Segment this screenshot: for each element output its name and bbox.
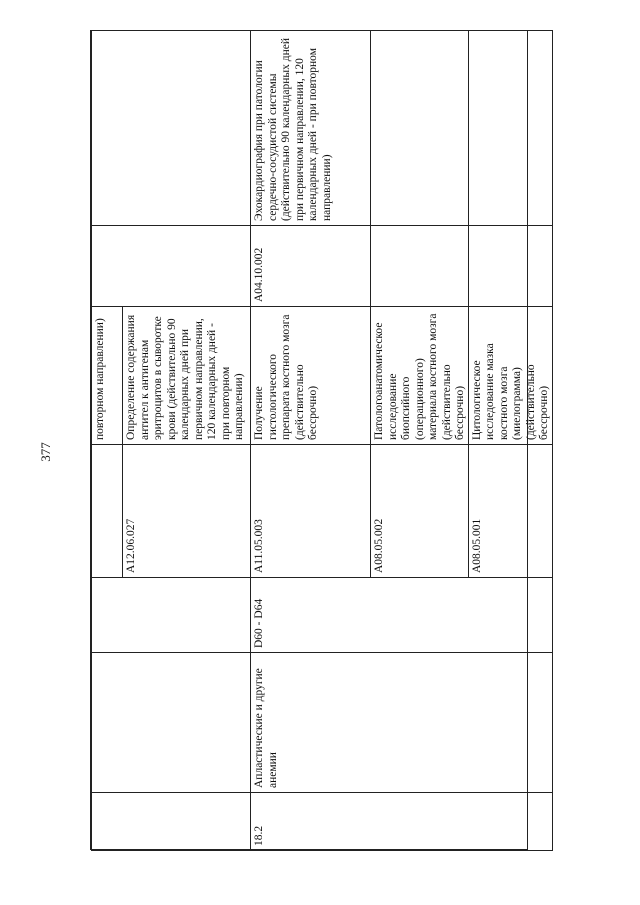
cell-disease [92, 653, 123, 793]
cell-icd [92, 578, 123, 653]
services-table [91, 30, 553, 851]
cell-name: Получение гистологического препарата костного мозга (действительно бессрочно) [251, 307, 371, 445]
cell-name: Цитологическое исследование мазка костного мозга (миелограмма) (действительно бессрочно) [468, 307, 552, 445]
cell-icd [371, 578, 469, 653]
cell-num [371, 793, 469, 851]
cell-code: A12.06.027 [123, 445, 251, 578]
cell-icd [468, 578, 552, 653]
cell-inst-name [123, 31, 251, 226]
cell-inst-code [92, 226, 123, 307]
cell-inst-code: A04.10.002 [251, 226, 371, 307]
cell-name: Патологоанатомическое исследование биопсийного (операционного) материала костного мозга (действительно бессрочно) [371, 307, 469, 445]
table-row [92, 31, 123, 851]
cell-name: повторном направлении) [92, 307, 123, 445]
cell-icd [123, 578, 251, 653]
cell-name: Определение содержания антител к антигенам эритроцитов в сыворотке крови (действительно 90 календарных дней при первичном направлении, 120 календарных дней - при повторном направлении) [123, 307, 251, 445]
cell-code: A08.05.002 [371, 445, 469, 578]
cell-num: 18.2 [251, 793, 371, 851]
cell-inst-name [468, 31, 552, 226]
cell-num [468, 793, 552, 851]
table-row [251, 31, 371, 851]
cell-code: A11.05.003 [251, 445, 371, 578]
cell-disease [123, 653, 251, 793]
table-row [371, 31, 469, 851]
cell-inst-code [468, 226, 552, 307]
table-row [468, 31, 552, 851]
cell-disease [468, 653, 552, 793]
cell-inst-name: Эхокардиография при патологии сердечно-сосудистой системы (действительно 90 календарных дней при первичном направлении, 120 календарных дней - при повторном направлении) [251, 31, 371, 226]
cell-inst-code [371, 226, 469, 307]
cell-inst-name [92, 31, 123, 226]
cell-disease [371, 653, 469, 793]
cell-code [92, 445, 123, 578]
cell-icd: D60 - D64 [251, 578, 371, 653]
page-number: 377 [38, 442, 53, 462]
cell-disease: Апластические и другие анемии [251, 653, 371, 793]
cell-inst-code [123, 226, 251, 307]
cell-num [123, 793, 251, 851]
cell-code: A08.05.001 [468, 445, 552, 578]
table-row [123, 31, 251, 851]
cell-num [92, 793, 123, 851]
document-table-frame [90, 30, 550, 850]
cell-inst-name [371, 31, 469, 226]
